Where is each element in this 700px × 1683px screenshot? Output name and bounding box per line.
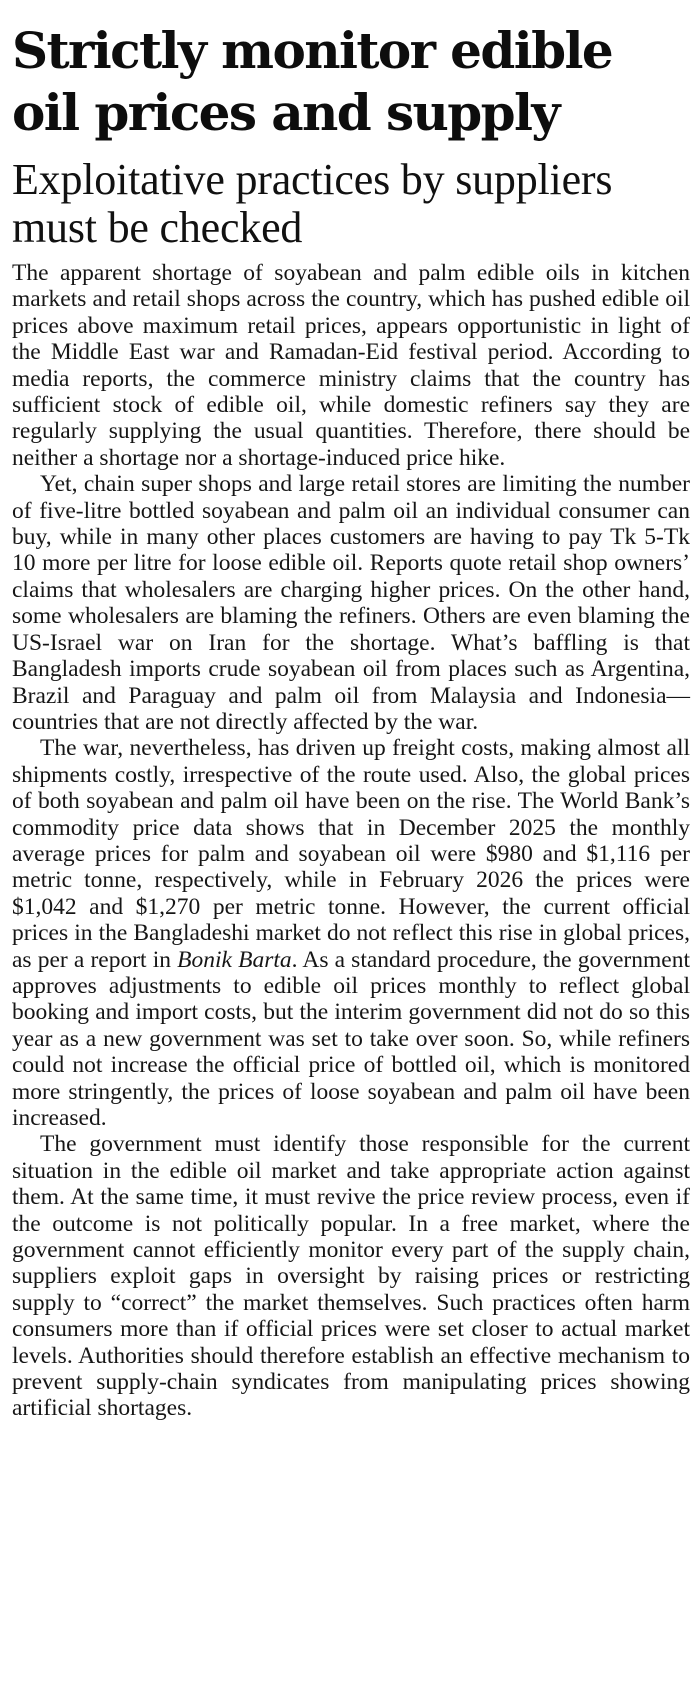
article-body — [12, 260, 690, 1422]
publication-name: Bonik Barta — [177, 946, 292, 973]
paragraph-4: The government must identify those responsible for the current situation in the edible oil market and take appropriate action against them. At the same time, it must revive the price review process, even if the outcome is not politically popular. In a free market, where the government cannot efficiently monitor every part of the supply chain, suppliers exploit gaps in oversight by raising prices or restricting supply to “correct” the market themselves. Such practices often harm consumers more than if official prices were set closer to actual market levels. Authorities should therefore establish an effective mechanism to prevent supply-chain syndicates from manipulating prices showing artificial shortages. — [12, 1131, 690, 1422]
subheadline: Exploitative practices by suppliers must be checked — [12, 155, 613, 252]
paragraph-3-part-2: . As a standard procedure, the government approves adjustments to edible oil prices monthly to reflect global booking and import costs, but the interim government did not do so this year as a new government was set to take over soon. So, while refiners could not increase the official price of bottled oil, which is monitored more stringently, the prices of loose soyabean and palm oil have been increased. — [12, 946, 690, 1131]
paragraph-3 — [12, 735, 690, 1131]
paragraph-2: Yet, chain super shops and large retail stores are limiting the number of five-litre bottled soyabean and palm oil an individual consumer can buy, while in many other places customers are having to pay Tk 5-Tk 10 more per litre for loose edible oil. Reports quote retail shop owners’ claims that wholesalers are charging higher prices. On the other hand, some wholesalers are blaming the refiners. Others are even blaming the US-Israel war on Iran for the shortage. What’s baffling is that Bangladesh imports crude soyabean oil from places such as Argentina, Brazil and Paraguay and palm oil from Malaysia and Indonesia—countries that are not directly affected by the war. — [12, 471, 690, 735]
headline: Strictly monitor edible oil prices and supply — [12, 21, 613, 142]
paragraph-1: The apparent shortage of soyabean and palm edible oils in kitchen markets and retail shops across the country, which has pushed edible oil prices above maximum retail prices, appears opportunistic in light of the Middle East war and Ramadan-Eid festival period. According to media reports, the commerce ministry claims that the country has sufficient stock of edible oil, while domestic refiners say they are regularly supplying the usual quantities. Therefore, there should be neither a shortage nor a shortage-induced price hike. — [12, 260, 690, 471]
paragraph-3-part-1: The war, nevertheless, has driven up freight costs, making almost all shipments costly, irrespective of the route used. Also, the global prices of both soyabean and palm oil have been on the rise. The World Bank’s commodity price data shows that in December 2025 the monthly average prices for palm and soyabean oil were $980 and $1,116 per metric tonne, respectively, while in February 2026 the prices were $1,042 and $1,270 per metric tonne. However, the current official prices in the Bangladeshi market do not reflect this rise in global prices, as per a report in — [12, 735, 690, 973]
